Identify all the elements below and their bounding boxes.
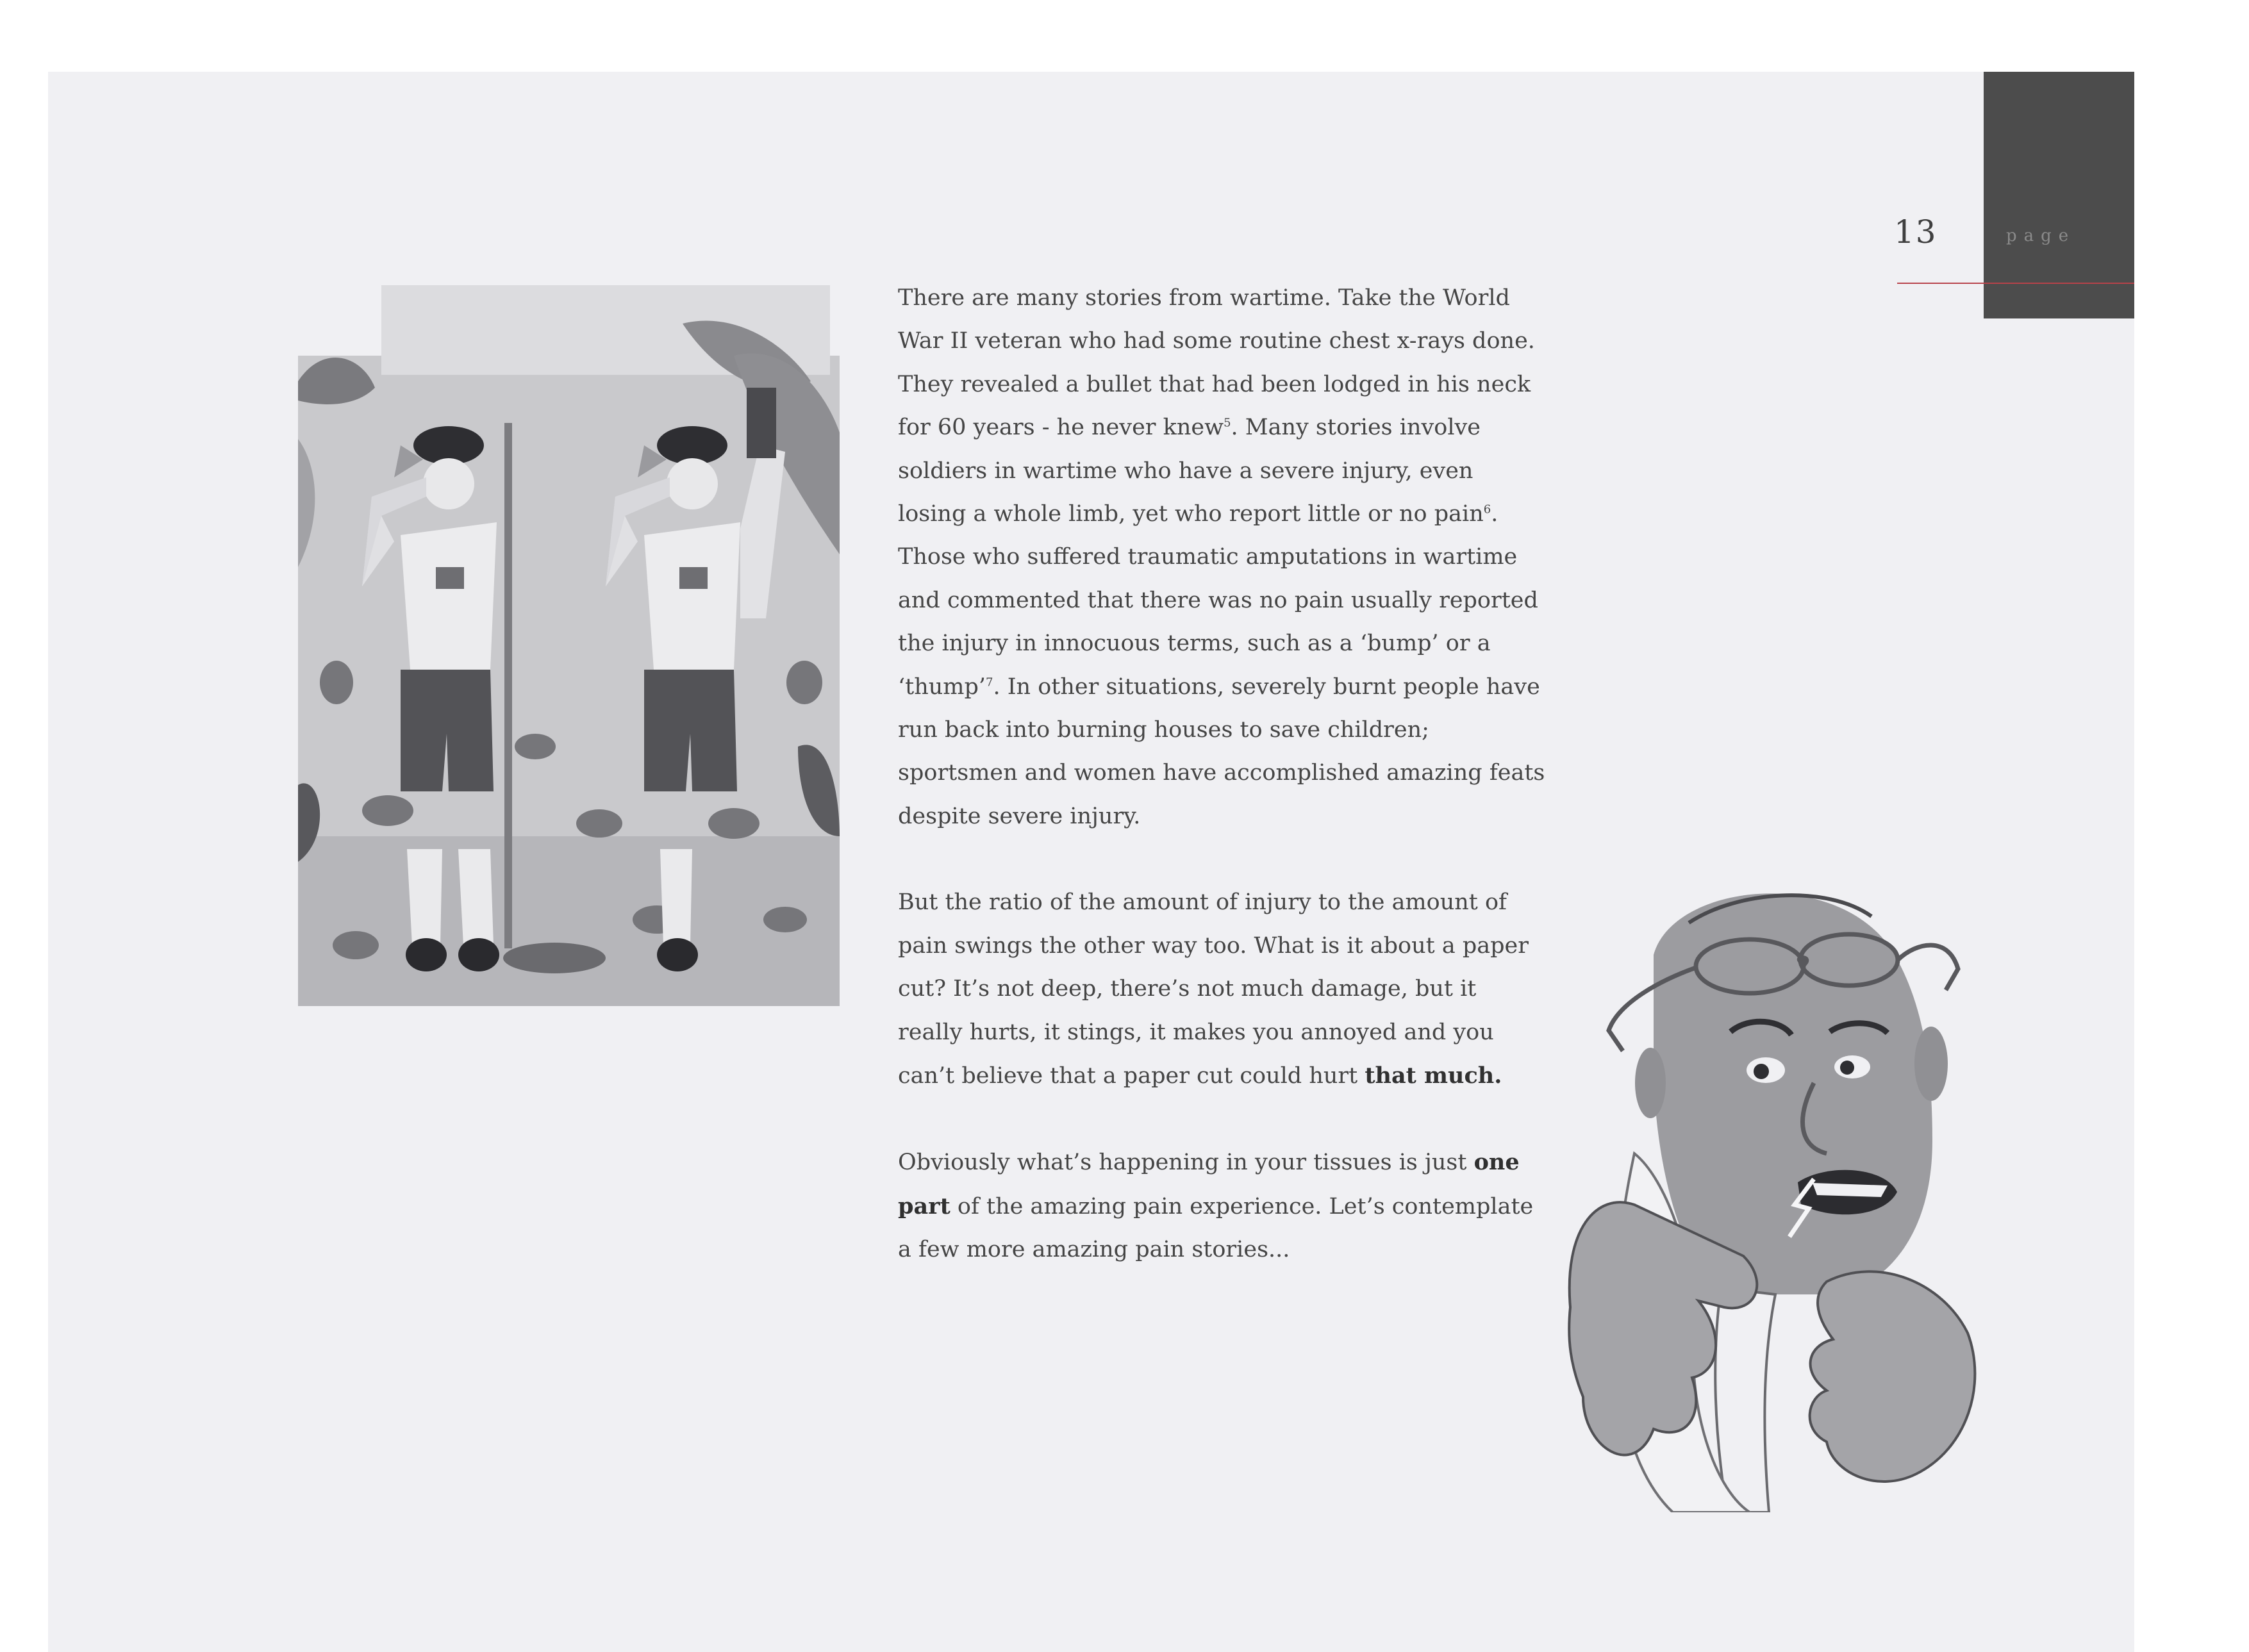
saluting-soldiers-illustration xyxy=(298,285,840,1006)
footnote-ref-7: 7 xyxy=(986,675,993,689)
footnote-ref-6: 6 xyxy=(1483,502,1491,516)
paragraph-one-part: Obviously what’s happening in your tissues is just one part of the amazing pain experience. Let’s contemplate a few more amazing pain stories... xyxy=(898,1149,1534,1263)
page-tab xyxy=(1984,72,2134,318)
emphasis-that-much: that much. xyxy=(1365,1062,1502,1089)
emphasis-one-part: one part xyxy=(898,1149,1520,1219)
paragraph-paper-cut: But the ratio of the amount of injury to the amount of pain swings the other way too. What is it about a paper cut? It’s not deep, there’s not much damage, but it really hurts, it stings, it makes you annoyed and you can’t believe that a paper cut could hurt that much. xyxy=(898,889,1529,1089)
footnote-ref-5: 5 xyxy=(1224,416,1231,430)
page-number: 13 xyxy=(1894,213,1938,251)
paragraph-wartime-stories: There are many stories from wartime. Take the World War II veteran who had some routine chest x-rays done. They revealed a bullet that had been lodged in his neck for 60 years - he never knew$^5$. Many stories involve soldiers in wartime who have a severe injury, even losing a whole limb, yet who report little or no pain$^6$. Those who suffered traumatic amputations in wartime and commented that there was no pain usually reported the injury in innocuous terms, such as a ‘bump’ or a ‘thump’$^7$. In other situations, severely burnt people have run back into burning houses to save children; sportsmen and women have accomplished amazing feats despite severe injury. xyxy=(898,285,1545,829)
page-number-rule xyxy=(1897,283,2134,284)
article-text xyxy=(898,277,1545,1272)
man-with-paper-cut-illustration xyxy=(1557,871,2006,1512)
page-tab-label: page xyxy=(2006,226,2076,245)
